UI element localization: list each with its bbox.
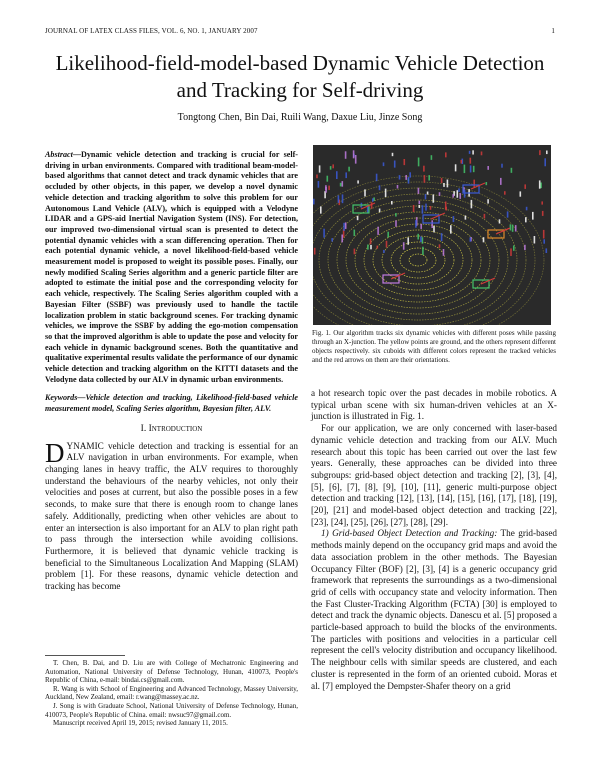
object-point [395, 213, 397, 217]
abstract-body: —Dynamic vehicle detection and tracking is crucial for self-driving in urban environments. Compared with traditional beam-model-based algorithms that cannot detect and track dynamic vehicles that are occluded by other objects, in this paper, we develop a novel dynamic vehicle detection and tracking algorithm to solve this problem for our Autonomous Land Vehicle (ALV), which is equipped with a Velodyne LIDAR and a GPS-aid Inertial Navigation System (INS). For detection, our improved two-dimensional virtual scan is presented to detect the potential dynamic vehicles with a scan differencing operation. Then for each potential dynamic vehicle, a novel likelihood-field-based vehicle measurement model is proposed to weight its possible poses. Finally, our newly modified Scaling Series algorithm and a generic particle filter are adopted to estimate the initial pose and the corresponding velocity for each vehicle, respectively. The Scaling Series algorithm coupled with a Bayesian Filter (SSBF) was previously used to handle the tactile localization problem in static background scenes. For tracking dynamic vehicles, we improve the SSBF by adding the ego-motion compensation so that the improved algorithm is able to update the pose and velocity for each vehicle in dynamic background scenes. Both the quantitative and qualitative experimental results validate the performance of our dynamic vehicle detection and tracking algorithm on the KITTI datasets and the Velodyne data collected by our ALV in dynamic urban environments. [45, 150, 298, 384]
object-point [425, 204, 427, 211]
object-point [424, 175, 426, 183]
object-point [367, 207, 369, 214]
object-point [392, 153, 394, 156]
object-point [332, 164, 334, 168]
object-point [408, 177, 410, 184]
object-point [422, 205, 424, 213]
object-point [500, 178, 502, 185]
object-point [353, 150, 355, 158]
object-point [397, 185, 399, 188]
object-point [486, 182, 488, 185]
object-point [465, 216, 467, 220]
object-point [546, 151, 548, 155]
object-point [407, 237, 409, 244]
object-point [355, 155, 357, 164]
object-point [319, 165, 321, 172]
object-point [524, 245, 526, 250]
object-point [418, 188, 420, 194]
object-point [420, 236, 422, 242]
object-point [464, 165, 466, 173]
object-point [504, 191, 506, 195]
object-point [453, 216, 455, 222]
object-point [447, 180, 449, 188]
left-column [45, 150, 298, 593]
object-point [323, 229, 325, 238]
section-heading: I. Introduction [140, 423, 203, 434]
object-point [542, 211, 544, 216]
object-point [443, 183, 445, 187]
object-point [441, 233, 443, 241]
object-point [427, 192, 429, 195]
object-point [433, 226, 435, 232]
object-point [539, 150, 541, 155]
object-point [445, 152, 447, 157]
object-point [338, 195, 340, 203]
right-paragraph-1: a hot research topic over the past decades in mobile robotics. A typical urban scene with six human-driven vehicles at an X-junction is illustrated in Fig. 1. [311, 388, 557, 422]
object-point [348, 167, 350, 172]
object-point [428, 175, 430, 180]
object-point [544, 158, 546, 166]
object-point [425, 194, 427, 199]
running-head [45, 27, 555, 35]
object-point [455, 164, 457, 171]
object-point [405, 175, 407, 180]
object-point [443, 249, 445, 256]
object-point [469, 151, 471, 154]
object-point [376, 174, 378, 181]
object-point [445, 202, 447, 210]
object-point [473, 180, 475, 188]
object-point [413, 205, 415, 212]
right-column [311, 388, 557, 692]
object-point [507, 211, 509, 217]
object-point [357, 180, 359, 183]
object-point [546, 248, 548, 253]
object-point [422, 237, 424, 244]
object-point [394, 161, 396, 168]
object-point [487, 166, 489, 170]
object-point [345, 172, 347, 178]
object-point [539, 180, 541, 188]
journal-header: JOURNAL OF LATEX CLASS FILES, VOL. 6, NO. 1, JANUARY 2007 [45, 27, 258, 35]
object-point [540, 183, 542, 189]
object-point [354, 249, 356, 255]
object-point [320, 206, 322, 213]
object-point [483, 237, 485, 242]
figure-caption: Fig. 1. Our algorithm tracks six dynamic vehicles with different poses while passing through an X-junction. The yellow points are ground, and the others represent different objects respectively. six cuboids with different colors represent the tracked vehicles and the red arrows on them are their orientations. [312, 329, 556, 364]
object-point [472, 150, 474, 154]
object-point [543, 239, 545, 243]
keywords-body: —Vehicle detection and tracking, Likelihood-field-based vehicle measurement model, Scaling Series algorithm, Bayesian filter, ALV. [45, 393, 298, 414]
object-point [370, 245, 372, 249]
paper-title: Likelihood-field-model-based Dynamic Vehicle Detection and Tracking for Self-driving [55, 51, 545, 102]
object-point [342, 194, 344, 203]
object-point [313, 199, 315, 205]
object-point [372, 198, 374, 201]
object-point [484, 214, 486, 219]
footnote-affiliation-3: J. Song is with Graduate School, National University of Defense Technology, Hunan, 410073, People's Republic of China. email: nwsuc97@gmail.com. [45, 701, 298, 719]
subsection-heading: 1) Grid-based Object Detection and Tracking: [321, 528, 498, 539]
object-point [499, 219, 501, 223]
object-point [458, 188, 460, 192]
object-point [419, 205, 421, 208]
keywords [45, 393, 298, 414]
right-paragraph-3 [311, 528, 557, 692]
lidar-point-cloud-image [313, 145, 551, 325]
right-paragraph-2: For our application, we are only concerned with laser-based dynamic vehicle detection and tracking from our ALV. Much research about this topic has been carried out over the last few years. Generally, these approaches can be divided into three subgroups: grid-based object detection and tracking [2], [3], [4], [5], [6], [7], [8], [9], [10], [11], generic multi-purpose object detection and tracking [12], [13], [14], [15], [16], [17], [18], [19], [20], [21] and model-based object detection and tracking [22], [23], [24], [25], [26], [27], [28], [29]. [311, 423, 557, 527]
object-point [331, 238, 333, 241]
object-point [379, 209, 381, 213]
object-point [328, 186, 330, 190]
object-point [481, 152, 483, 156]
figure-1-image [313, 145, 551, 325]
footnote-rule [45, 655, 125, 656]
object-point [395, 220, 397, 226]
object-point [423, 166, 425, 172]
object-point [420, 224, 422, 229]
object-point [433, 194, 435, 202]
object-point [377, 227, 379, 235]
footnotes [45, 655, 298, 728]
object-point [515, 225, 517, 231]
object-point [370, 238, 372, 244]
subsection-body: The grid-based methods mainly depend on the occupancy grid maps and avoid the data association problem in the other methods. The Bayesian Occupancy Filter (BOF) [2], [3], [4] is a generic occupancy grid framework that represents the surroundings as a two-dimensional grid of cells with occupancy state and velocity information. Then the Fast Cluster-Tracking Algorithm (FCTA) [30] is employed to detect and track the dynamic objects. Danescu et al. [5] proposed a particle-based approach to build the blocks of the environments. The particles with positions and velocities in a particular cell represent the cell's velocity distribution and occupancy likelihood. The neighbour cells with similar speeds are clustered, and each cluster is represented in the form of an oriented cuboid. Moras et al. [7] employed the Dempster-Shafer theory on a grid [311, 528, 557, 691]
object-point [325, 185, 327, 190]
object-point [543, 230, 545, 239]
object-point [452, 194, 454, 198]
object-point [341, 235, 343, 243]
object-point [343, 223, 345, 231]
object-point [327, 176, 329, 182]
object-point [441, 178, 443, 183]
abstract-lead: Abstract [45, 150, 73, 159]
footnote-affiliation-2: R. Wang is with School of Engineering and Advanced Technology, Massey University, Auckland, New Zealand, email: r.wang@massey.ac.nz. [45, 684, 298, 702]
object-point [330, 166, 332, 170]
object-point [510, 224, 512, 230]
object-point [354, 230, 356, 236]
object-point [387, 232, 389, 238]
object-point [471, 200, 473, 208]
object-point [399, 175, 401, 179]
object-point [512, 225, 514, 232]
intro-paragraph: DYNAMIC vehicle detection and tracking is essential for an ALV navigation in urban environments. For example, when changing lanes in heavy traffic, the ALV requires to thoroughly understand the behaviours of the nearby vehicles, not only their velocities and poses at current, but also the possible poses in a few seconds, to make sure that there is enough room to change lanes safely. Additionally, predicting when other vehicles are about to enter an intersection is also important for an ALV to plan right path to pass through the intersection while avoiding collisions. Furthermore, it is believed that dynamic vehicle tracking is beneficial to the Simultaneous Localization And Mapping (SLAM) problem [1]. For these reasons, dynamic vehicle detection and tracking has become [45, 437, 298, 592]
object-point [422, 247, 424, 255]
page-number: 1 [551, 27, 555, 35]
object-point [461, 160, 463, 164]
object-point [457, 190, 459, 198]
object-point [336, 171, 338, 179]
object-point [386, 241, 388, 248]
object-point [316, 175, 318, 179]
object-point [391, 201, 393, 204]
object-point [403, 242, 405, 250]
object-point [367, 245, 369, 250]
object-point [459, 193, 461, 199]
object-point [431, 155, 433, 160]
object-point [534, 236, 536, 243]
object-point [345, 151, 347, 158]
object-point [371, 202, 373, 208]
object-point [541, 201, 543, 204]
object-point [513, 245, 515, 250]
object-point [345, 222, 347, 229]
abstract [45, 150, 298, 385]
object-point [470, 237, 472, 241]
object-point [524, 184, 526, 188]
object-point [464, 190, 466, 198]
object-point [383, 162, 385, 166]
object-point [314, 248, 316, 255]
object-point [450, 225, 452, 233]
footnote-affiliation-1: T. Chen, B. Dai, and D. Liu are with College of Mechatronic Engineering and Automation, National University of Defense Technology, Hunan, 410073, People's Republic of China, e-mail: bindai.cs@gmail.com. [45, 659, 298, 685]
object-point [379, 185, 381, 190]
object-point [532, 212, 534, 220]
author-list: Tongtong Chen, Bin Dai, Ruili Wang, Daxue Liu, Jinze Song [177, 112, 423, 123]
object-point [501, 164, 503, 168]
object-point [404, 159, 406, 165]
object-point [431, 220, 433, 228]
object-point [342, 181, 344, 187]
object-point [417, 234, 419, 240]
object-point [511, 168, 513, 173]
object-point [419, 201, 421, 204]
object-point [439, 192, 441, 196]
object-point [487, 199, 489, 203]
object-point [430, 206, 432, 210]
object-point [357, 216, 359, 220]
object-point [383, 250, 385, 253]
object-point [470, 165, 472, 172]
object-point [439, 244, 441, 248]
object-point [470, 158, 472, 164]
object-point [525, 217, 527, 222]
object-point [418, 158, 420, 167]
object-point [510, 248, 512, 256]
object-point [364, 189, 366, 196]
object-point [377, 246, 379, 249]
object-point [385, 189, 387, 197]
object-point [473, 166, 475, 172]
object-point [318, 181, 320, 188]
object-point [520, 191, 522, 196]
footnote-manuscript: Manuscript received April 19, 2015; revised January 11, 2015. [53, 719, 228, 728]
object-point [409, 172, 411, 177]
object-point [415, 220, 417, 228]
object-point [526, 207, 528, 211]
keywords-lead: Keywords [45, 393, 78, 403]
object-point [340, 183, 342, 187]
